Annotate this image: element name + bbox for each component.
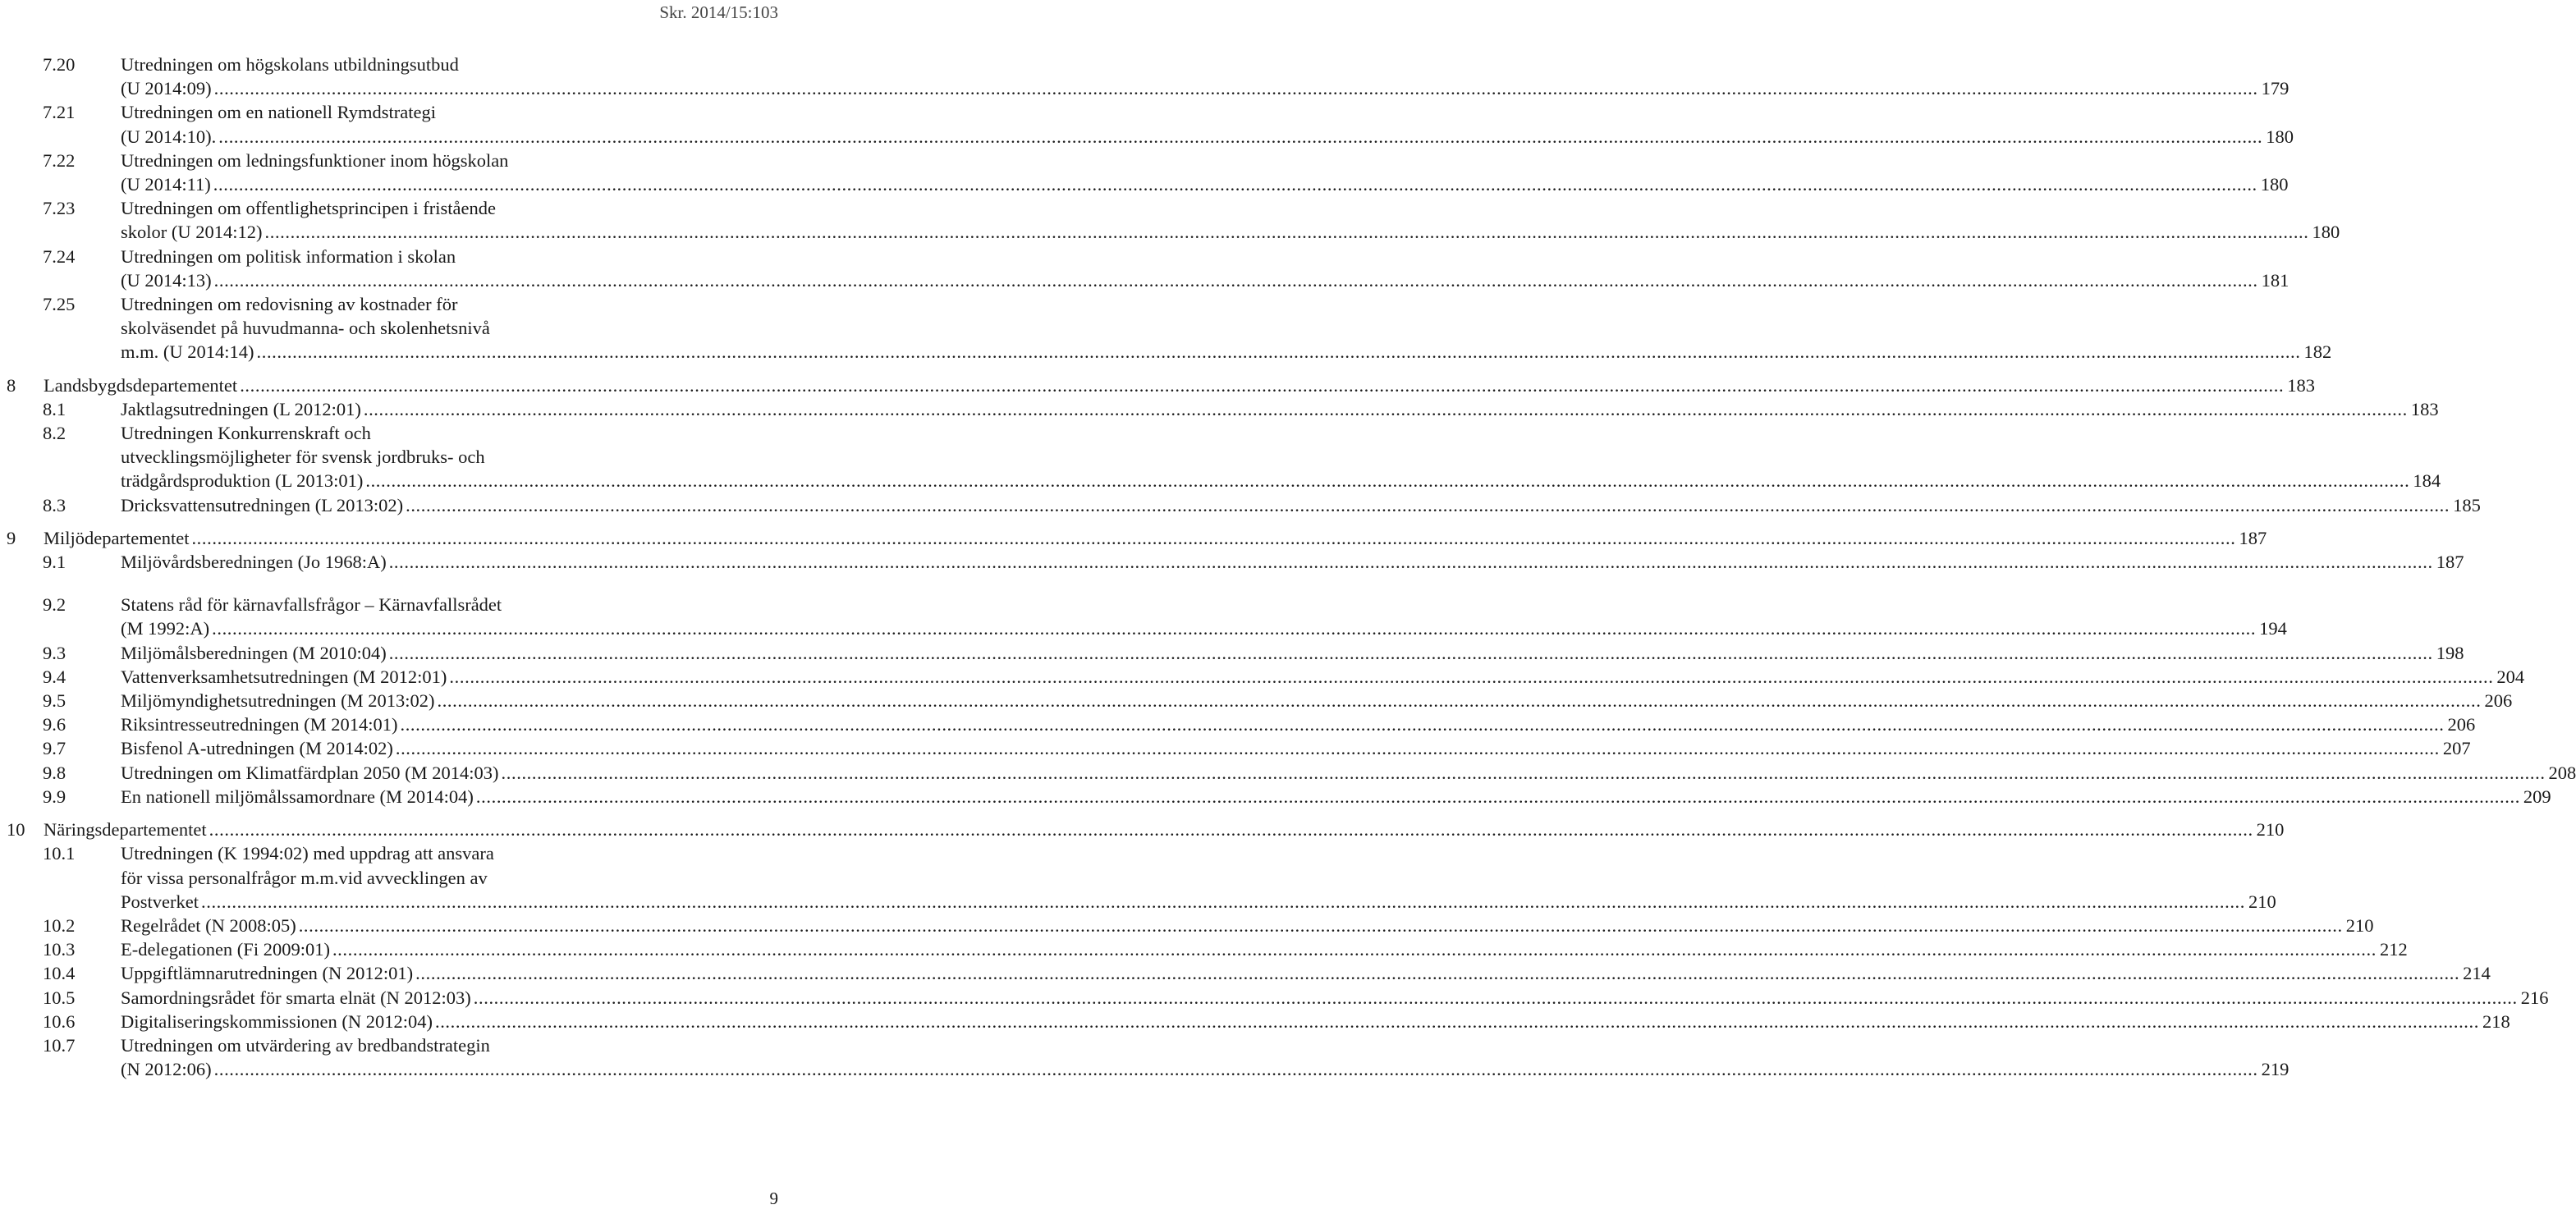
toc-entry-title-line: (U 2014:11) [121, 174, 211, 195]
toc-entry-number: 9.6 [43, 714, 66, 735]
document-reference: Skr. 2014/15:103 [659, 2, 778, 22]
toc-entry-title-line: (U 2014:10). [121, 126, 217, 147]
dot-leader: ................................................................................................................................................................................................................................................................................................................................................................................................................ [473, 987, 2518, 1008]
toc-entry-title-line: Landsbygdsdepartementet [44, 374, 238, 396]
toc-entry-number: 9 [7, 527, 16, 548]
toc-entry-number: 7.20 [43, 54, 76, 75]
dot-leader: ................................................................................................................................................................................................................................................................................................................................................................................................................ [212, 618, 2257, 639]
toc-entry-number: 9.1 [43, 552, 66, 573]
toc-entry-title-line: Utredningen om högskolans utbildningsutbud [121, 54, 459, 75]
toc-page-number: 216 [2520, 987, 2549, 1008]
toc-section-entry[interactable] [43, 593, 2287, 640]
toc-entry-number: 9.3 [43, 642, 66, 663]
toc-page-number: 208 [2548, 762, 2576, 783]
toc-entry-number: 10.6 [43, 1010, 76, 1032]
toc-entry-title-line: skolor (U 2014:12) [121, 222, 263, 243]
toc-section-entry[interactable] [43, 245, 2290, 292]
toc-entry-number: 10.4 [43, 963, 76, 984]
toc-entry-number: 9.9 [43, 786, 66, 807]
dot-leader: ................................................................................................................................................................................................................................................................................................................................................................................................................ [406, 494, 2450, 515]
toc-page-number: 182 [2303, 341, 2332, 363]
toc-page-number: 206 [2484, 690, 2513, 712]
toc-entry-title-line: Utredningen om utvärdering av bredbandstrategin [121, 1034, 490, 1056]
toc-page-number: 180 [2266, 126, 2294, 147]
toc-section-entry[interactable] [43, 937, 2408, 961]
toc-entry-title-line: E-delegationen (Fi 2009:01) [121, 939, 330, 960]
dot-leader: ................................................................................................................................................................................................................................................................................................................................................................................................................ [363, 398, 2408, 419]
toc-entry-title-line: En nationell miljömålssamordnare (M 2014:04) [121, 786, 474, 807]
toc-entry-title-line: utvecklingsmöjligheter för svensk jordbruks- och [121, 447, 485, 468]
dot-leader: ................................................................................................................................................................................................................................................................................................................................................................................................................ [298, 914, 2343, 936]
toc-section-entry[interactable] [43, 761, 2576, 785]
toc-section-entry[interactable] [43, 397, 2439, 421]
toc-entry-title-line: Miljödepartementet [44, 527, 190, 548]
toc-entry-title-line: Miljömålsberedningen (M 2010:04) [121, 642, 387, 663]
toc-page-number: 206 [2447, 714, 2476, 735]
toc-entry-number: 10.5 [43, 987, 76, 1008]
dot-leader: ................................................................................................................................................................................................................................................................................................................................................................................................................ [332, 939, 2377, 960]
dot-leader: ................................................................................................................................................................................................................................................................................................................................................................................................................ [256, 341, 2301, 363]
toc-entry-title-line: Vattenverksamhetsutredningen (M 2012:01) [121, 666, 447, 687]
toc-entry-title-line: (U 2014:13) [121, 269, 212, 291]
section-spacer [0, 517, 788, 526]
dot-leader: ................................................................................................................................................................................................................................................................................................................................................................................................................ [400, 714, 2445, 735]
toc-chapter-entry[interactable] [7, 373, 2315, 397]
toc-entry-title-line: Statens råd för kärnavfallsfrågor – Kärnavfallsrådet [121, 594, 502, 616]
dot-leader: ................................................................................................................................................................................................................................................................................................................................................................................................................ [264, 222, 2309, 243]
toc-page-number: 187 [2239, 527, 2267, 548]
dot-leader: ................................................................................................................................................................................................................................................................................................................................................................................................................ [437, 690, 2482, 712]
dot-leader: ................................................................................................................................................................................................................................................................................................................................................................................................................ [209, 819, 2253, 841]
toc-entry-number: 9.4 [43, 666, 66, 687]
toc-entry-number: 7.23 [43, 198, 76, 219]
toc-section-entry[interactable] [43, 986, 2549, 1010]
toc-entry-title-line: Miljövårdsberedningen (Jo 1968:A) [121, 552, 387, 573]
toc-section-entry[interactable] [43, 1010, 2510, 1033]
toc-entry-title-line: Riksintresseutredningen (M 2014:01) [121, 714, 398, 735]
dot-leader: ................................................................................................................................................................................................................................................................................................................................................................................................................ [201, 891, 2245, 912]
toc-entry-number: 10.3 [43, 939, 76, 960]
toc-section-entry[interactable] [43, 785, 2551, 809]
toc-page-number: 209 [2523, 786, 2551, 807]
toc-entry-title-line: Jaktlagsutredningen (L 2012:01) [121, 398, 361, 419]
toc-section-entry[interactable] [43, 961, 2491, 985]
toc-section-entry[interactable] [43, 841, 2276, 914]
toc-entry-number: 7.24 [43, 245, 76, 267]
dot-leader: ................................................................................................................................................................................................................................................................................................................................................................................................................ [501, 762, 2546, 783]
toc-page-number: 194 [2259, 618, 2287, 639]
toc-entry-number: 9.8 [43, 762, 66, 783]
toc-entry-title-line: (N 2012:06) [121, 1059, 212, 1080]
dot-leader: ................................................................................................................................................................................................................................................................................................................................................................................................................ [395, 738, 2440, 759]
toc-page-number: 204 [2496, 666, 2525, 687]
toc-page-number: 180 [2260, 174, 2289, 195]
dot-leader: ................................................................................................................................................................................................................................................................................................................................................................................................................ [218, 126, 2263, 147]
dot-leader: ................................................................................................................................................................................................................................................................................................................................................................................................................ [449, 666, 2494, 687]
section-spacer [0, 809, 788, 818]
toc-entry-title-line: Digitaliseringskommissionen (N 2012:04) [121, 1010, 433, 1032]
section-spacer [0, 364, 788, 373]
toc-entry-number: 8 [7, 374, 16, 396]
toc-entry-number: 8.3 [43, 494, 66, 515]
dot-leader: ................................................................................................................................................................................................................................................................................................................................................................................................................ [388, 642, 2433, 663]
dot-leader: ................................................................................................................................................................................................................................................................................................................................................................................................................ [213, 174, 2257, 195]
toc-entry-number: 9.5 [43, 690, 66, 712]
toc-page-number: 183 [2410, 398, 2439, 419]
dot-leader: ................................................................................................................................................................................................................................................................................................................................................................................................................ [434, 1010, 2479, 1032]
toc-section-entry[interactable] [43, 421, 2441, 493]
toc-entry-number: 8.1 [43, 398, 66, 419]
page-number: 9 [769, 1189, 778, 1208]
toc-section-entry[interactable] [43, 100, 2294, 148]
toc-entry-title-line: Regelrådet (N 2008:05) [121, 914, 296, 936]
toc-entry-title-line: (M 1992:A) [121, 618, 210, 639]
section-spacer [0, 574, 788, 593]
table-of-contents [0, 53, 2576, 1081]
toc-entry-title-line: Uppgiftlämnarutredningen (N 2012:01) [121, 963, 414, 984]
toc-section-entry[interactable] [43, 53, 2290, 100]
toc-page-number: 214 [2463, 963, 2491, 984]
toc-section-entry[interactable] [43, 641, 2464, 665]
toc-entry-title-line: för vissa personalfrågor m.m.vid avvecklingen av [121, 867, 488, 888]
toc-entry-number: 7.25 [43, 294, 76, 315]
toc-page-number: 218 [2482, 1010, 2510, 1032]
toc-entry-title-line: Utredningen om ledningsfunktioner inom högskolan [121, 149, 509, 171]
toc-section-entry[interactable] [43, 196, 2340, 244]
toc-section-entry[interactable] [43, 689, 2513, 712]
toc-chapter-entry[interactable] [7, 818, 2285, 841]
toc-entry-number: 7.22 [43, 149, 76, 171]
toc-page-number: 210 [2248, 891, 2276, 912]
toc-entry-title-line: Utredningen om redovisning av kostnader för [121, 294, 458, 315]
toc-page-number: 181 [2261, 269, 2290, 291]
toc-section-entry[interactable] [43, 292, 2332, 364]
toc-entry-number: 8.2 [43, 423, 66, 444]
dot-leader: ................................................................................................................................................................................................................................................................................................................................................................................................................ [240, 374, 2285, 396]
toc-entry-title-line: Utredningen Konkurrenskraft och [121, 423, 371, 444]
dot-leader: ................................................................................................................................................................................................................................................................................................................................................................................................................ [191, 527, 2236, 548]
toc-entry-title-line: Bisfenol A-utredningen (M 2014:02) [121, 738, 393, 759]
toc-entry-number: 7.21 [43, 102, 76, 123]
toc-page-number: 184 [2413, 470, 2441, 492]
toc-chapter-entry[interactable] [7, 526, 2267, 550]
toc-page-number: 180 [2312, 222, 2340, 243]
dot-leader: ................................................................................................................................................................................................................................................................................................................................................................................................................ [388, 552, 2433, 573]
toc-section-entry[interactable] [43, 1033, 2290, 1081]
dot-leader: ................................................................................................................................................................................................................................................................................................................................................................................................................ [213, 1059, 2258, 1080]
toc-entry-number: 10.1 [43, 843, 76, 864]
toc-entry-title-line: (U 2014:09) [121, 78, 212, 99]
toc-entry-title-line: Utredningen om politisk information i skolan [121, 245, 456, 267]
toc-entry-number: 10.7 [43, 1034, 76, 1056]
dot-leader: ................................................................................................................................................................................................................................................................................................................................................................................................................ [213, 78, 2258, 99]
toc-entry-title-line: Postverket [121, 891, 199, 912]
toc-entry-number: 9.7 [43, 738, 66, 759]
toc-section-entry[interactable] [43, 736, 2471, 760]
toc-entry-title-line: Utredningen (K 1994:02) med uppdrag att ansvara [121, 843, 494, 864]
toc-entry-number: 10.2 [43, 914, 76, 936]
dot-leader: ................................................................................................................................................................................................................................................................................................................................................................................................................ [415, 963, 2460, 984]
toc-page-number: 210 [2256, 819, 2285, 841]
dot-leader: ................................................................................................................................................................................................................................................................................................................................................................................................................ [475, 786, 2520, 807]
toc-section-entry[interactable] [43, 665, 2525, 689]
toc-section-entry[interactable] [43, 914, 2374, 937]
toc-entry-title-line: Utredningen om offentlighetsprincipen i fristående [121, 198, 496, 219]
toc-entry-number: 10 [7, 819, 25, 841]
toc-section-entry[interactable] [43, 149, 2289, 196]
toc-page-number: 185 [2453, 494, 2481, 515]
toc-entry-title-line: Utredningen om Klimatfärdplan 2050 (M 2014:03) [121, 762, 499, 783]
toc-page-number: 207 [2442, 738, 2471, 759]
dot-leader: ................................................................................................................................................................................................................................................................................................................................................................................................................ [213, 269, 2258, 291]
dot-leader: ................................................................................................................................................................................................................................................................................................................................................................................................................ [365, 470, 2410, 492]
toc-entry-number: 9.2 [43, 594, 66, 616]
toc-section-entry[interactable] [43, 712, 2476, 736]
toc-page-number: 183 [2287, 374, 2315, 396]
toc-entry-title-line: Dricksvattensutredningen (L 2013:02) [121, 494, 404, 515]
toc-entry-title-line: trädgårdsproduktion (L 2013:01) [121, 470, 364, 492]
toc-page-number: 210 [2345, 914, 2374, 936]
toc-page-number: 212 [2379, 939, 2408, 960]
toc-section-entry[interactable] [43, 493, 2481, 517]
toc-entry-title-line: Samordningsrådet för smarta elnät (N 2012:03) [121, 987, 471, 1008]
toc-entry-title-line: m.m. (U 2014:14) [121, 341, 254, 363]
toc-page-number: 179 [2261, 78, 2290, 99]
toc-page-number: 219 [2261, 1059, 2290, 1080]
toc-entry-title-line: Utredningen om en nationell Rymdstrategi [121, 102, 437, 123]
toc-entry-title-line: skolväsendet på huvudmanna- och skolenhetsnivå [121, 318, 490, 339]
toc-entry-title-line: Näringsdepartementet [44, 819, 207, 841]
toc-page-number: 187 [2436, 552, 2464, 573]
toc-page-number: 198 [2436, 642, 2464, 663]
toc-entry-title-line: Miljömyndighetsutredningen (M 2013:02) [121, 690, 435, 712]
toc-section-entry[interactable] [43, 550, 2464, 574]
